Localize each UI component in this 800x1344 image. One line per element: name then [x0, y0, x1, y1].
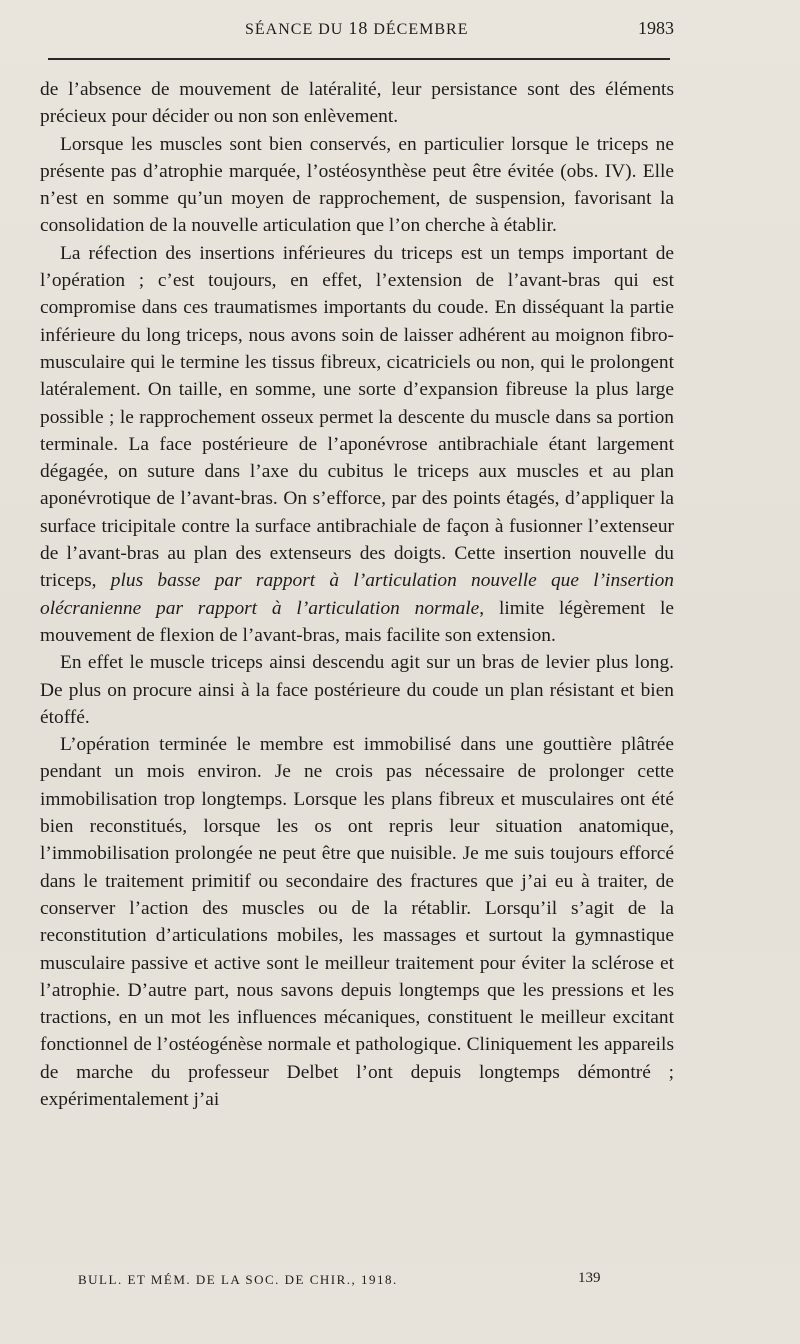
- running-title-suffix: DÉCEMBRE: [368, 21, 469, 38]
- paragraph-4: En effet le muscle triceps ainsi descendu agit sur un bras de levier plus long. De plus on procure ainsi à la face postérieure du coude un plan résistant et bien étoffé.: [40, 652, 674, 728]
- footer-signature: 139: [578, 1270, 601, 1286]
- paragraph-3: [40, 240, 674, 649]
- page-number: 1983: [638, 18, 674, 38]
- paragraph-1: de l’absence de mouvement de latéralité, leur persistance sont des éléments précieux pour décider ou non son enlèvement.: [40, 79, 674, 128]
- body-text: [40, 76, 674, 1113]
- paragraph-3-end: , limite légèrement le mouvement de flexion de l’avant-bras, mais facilite son extension.: [40, 597, 674, 646]
- header-rule: [48, 58, 670, 60]
- paragraph-2: Lorsque les muscles sont bien conservés, en particulier lorsque le triceps ne présente pas d’atrophie marquée, l’ostéosynthèse peut être évitée (obs. IV). Elle n’est en somme qu’un moyen de rapprochement, de suspension, favorisant la consolidation de la nouvelle articulation que l’on cherche à établir.: [40, 133, 674, 237]
- page-header: [40, 18, 674, 46]
- footer-journal: BULL. ET MÉM. DE LA SOC. DE CHIR., 1918.: [78, 1272, 398, 1287]
- running-title-day: 18: [348, 18, 369, 38]
- paragraph-3-italic: plus basse par rapport à l’articulation nouvelle que l’insertion olécranienne par rapport à l’articulation normale: [40, 570, 674, 619]
- paragraph-3-start: La réfection des insertions inférieures du triceps est un temps important de l’opération ; c’est toujours, en effet, l’extension de l’avant-bras qui est compromise dans ces traumatismes importants du coude. En disséquant la partie inférieure du long triceps, nous avons soin de laisser adhérent au moignon fibro-musculaire qui le termine les tissus fibreux, cicatriciels ou non, qui le prolongent latéralement. On taille, en somme, une sorte d’expansion fibreuse la plus large possible ; le rapprochement osseux permet la descente du muscle dans sa portion terminale. La face postérieure de l’aponévrose antibrachiale étant largement dégagée, on suture dans l’axe du cubitus le triceps aux muscles et au plan aponévrotique de l’avant-bras. On s’efforce, par des points étagés, d’appliquer la surface tricipitale contre la surface antibrachiale de façon à fusionner l’extenseur de l’avant-bras au plan des extenseurs des doigts. Cette insertion nouvelle du triceps,: [40, 242, 674, 592]
- running-title-prefix: SÉANCE DU: [245, 21, 349, 38]
- paragraph-5: L’opération terminée le membre est immobilisé dans une gouttière plâtrée pendant un mois environ. Je ne crois pas nécessaire de prolonger cette immobilisation trop longtemps. Lorsque les plans fibreux et musculaires ont été bien reconstitués, lorsque les os ont repris leur situation anatomique, l’immobilisation prolongée ne peut être que nuisible. Je me suis toujours efforcé dans le traitement primitif ou secondaire des fractures que j’ai eu à traiter, de conserver l’action des muscles ou de la rétablir. Lorsqu’il s’agit de la reconstitution d’articulations mobiles, les massages et surtout la gymnastique musculaire passive et active sont le meilleur traitement pour éviter la sclérose et l’atrophie. D’autre part, nous savons depuis longtemps que les pressions et les tractions, en un mot les influences mécaniques, constituent le meilleur excitant fonctionnel de l’ostéogénèse normale et pathologique. Cliniquement les appareils de marche du professeur Delbet l’ont depuis longtemps démontré ; expérimentalement j’ai: [40, 734, 674, 1110]
- running-title: [245, 18, 468, 39]
